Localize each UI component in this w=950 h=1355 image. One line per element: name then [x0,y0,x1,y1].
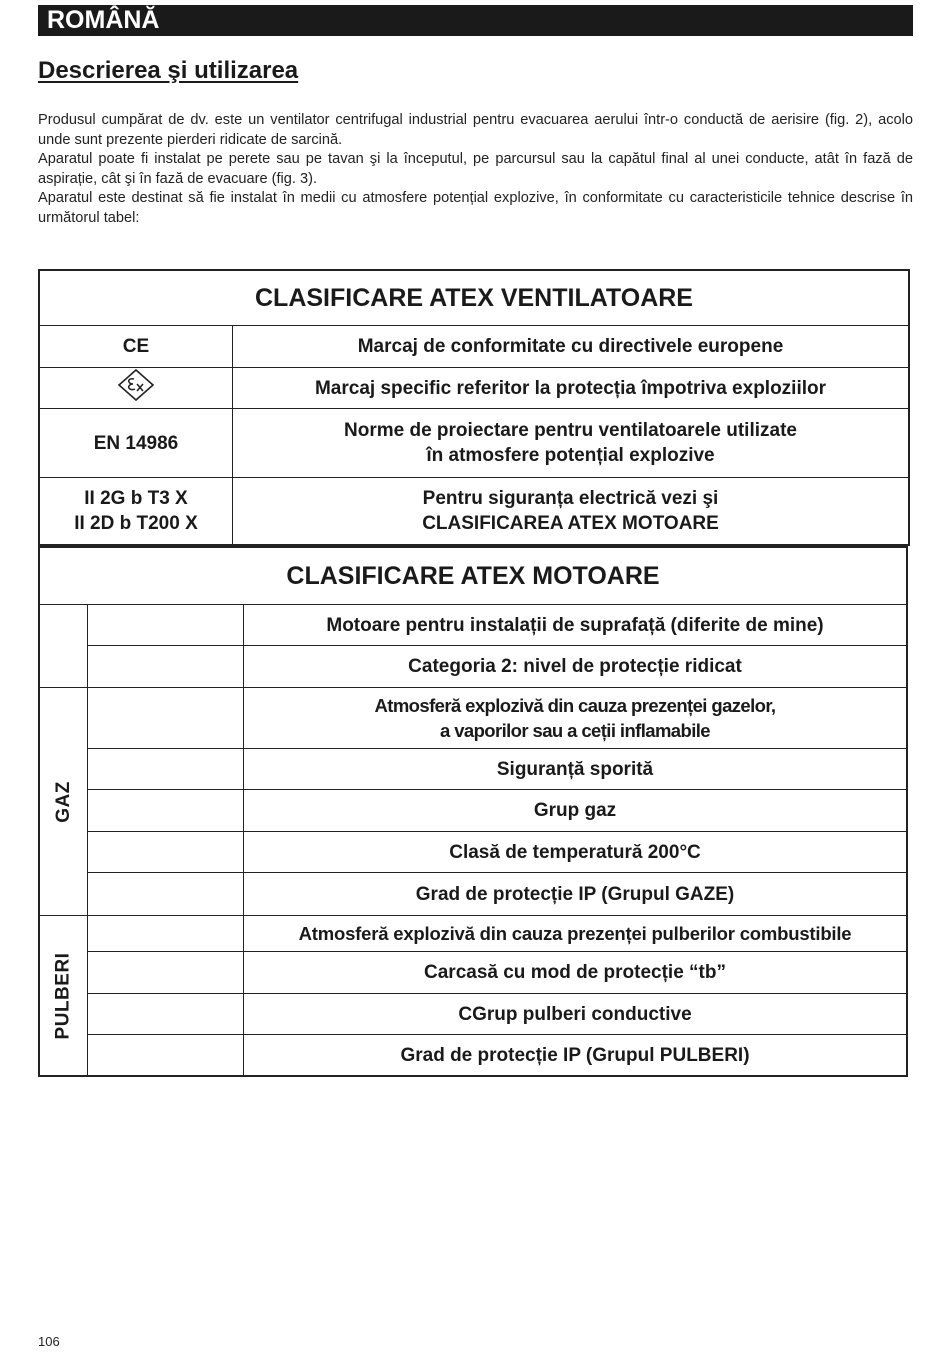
symbol-cell [88,749,244,789]
table-row [88,952,906,994]
description-line: a vaporilor sau a ceții inflamabile [440,720,710,741]
symbol-cell [88,605,244,645]
symbol-cell [88,952,244,993]
group-cell-pulberi [40,916,88,1075]
table-row [88,688,906,749]
table-row [88,1035,906,1075]
table-row [40,478,908,544]
symbol-cell [88,994,244,1034]
symbol-cell [88,688,244,748]
intro-paragraph: Produsul cumpărat de dv. este un ventilator centrifugal industrial pentru evacuarea aerului într-o conductă de aerisire (fig. 2), acolo unde sunt prezente pierderi ridicate de sarcină. [38,112,913,148]
group-cell-general [40,605,88,688]
description-cell: Siguranță sporită [496,758,654,780]
table-row [88,790,906,832]
ex-icon [117,368,155,409]
description-line: CLASIFICAREA ATEX MOTOARE [422,513,719,534]
description-cell [244,688,906,748]
atex-motors-table [38,546,908,1077]
pulberi-label: PULBERI [52,952,74,1039]
code-cell: EN 14986 [40,409,233,477]
description-cell: Atmosferă explozivă din cauza prezenței pulberilor combustibile [298,923,852,944]
description-cell: Grad de protecție IP (Grupul PULBERI) [400,1044,750,1066]
symbol-cell [88,1035,244,1075]
code-cell: CE [40,326,233,367]
table-row [88,646,906,688]
description-cell: Marcaj de conformitate cu directivele europene [357,336,784,357]
table-row [40,409,908,478]
atex-motors-table-title: CLASIFICARE ATEX MOTOARE [40,548,906,605]
symbol-cell [88,832,244,872]
symbol-cell [88,873,244,915]
atex-fans-table [38,269,910,546]
table-row [88,994,906,1035]
symbol-cell [88,646,244,687]
intro-paragraph: Aparatul este destinat să fie instalat în medii cu atmosfere potențial explozive, în conformitate cu caracteristicile tehnice descrise în următorul tabel: [38,190,913,226]
description-cell: Grad de protecție IP (Grupul GAZE) [415,883,735,905]
code-line: II 2D b T200 X [74,513,198,534]
table-row [88,605,906,646]
description-cell [233,409,908,477]
table-row [88,749,906,790]
description-cell: CGrup pulberi conductive [458,1003,692,1025]
description-cell: Clasă de temperatură 200°C [449,841,701,863]
code-cell [40,368,233,408]
group-cell-gaz [40,688,88,916]
code-line: II 2G b T3 X [84,488,188,509]
table-row [88,832,906,873]
description-line: Norme de proiectare pentru ventilatoarele utilizate [344,420,797,441]
gaz-label: GAZ [52,780,74,823]
description-line: Pentru siguranța electrică vezi şi [422,488,719,509]
description-cell: Carcasă cu mod de protecție “tb” [424,962,726,983]
table-row [88,916,906,952]
table-row [40,368,908,409]
symbol-cell [88,790,244,831]
intro-paragraph: Aparatul poate fi instalat pe perete sau pe tavan şi la începutul, pe parcursul sau la capătul final al unei conducte, atât în fază de aspirație, cât şi în fază de evacuare (fig. 3). [38,151,913,187]
description-cell [233,478,908,544]
description-cell: Motoare pentru instalații de suprafață (diferite de mine) [326,614,824,636]
table-row [40,326,908,368]
table-row [88,873,906,916]
page-number: 106 [38,1334,60,1349]
language-header: ROMÂNĂ [38,5,913,36]
intro-text [38,111,913,228]
code-cell [40,478,233,544]
description-cell: Categoria 2: nivel de protecție ridicat [408,656,742,677]
description-line: Atmosferă explozivă din cauza prezenței gazelor, [374,695,776,716]
description-line: în atmosfere potențial explozive [426,445,715,466]
atex-fans-table-title: CLASIFICARE ATEX VENTILATOARE [40,271,908,326]
section-title: Descrierea şi utilizarea [38,57,299,84]
description-cell: Grup gaz [533,800,617,821]
symbol-cell [88,916,244,951]
description-cell: Marcaj specific referitor la protecția împotriva exploziilor [314,377,827,399]
